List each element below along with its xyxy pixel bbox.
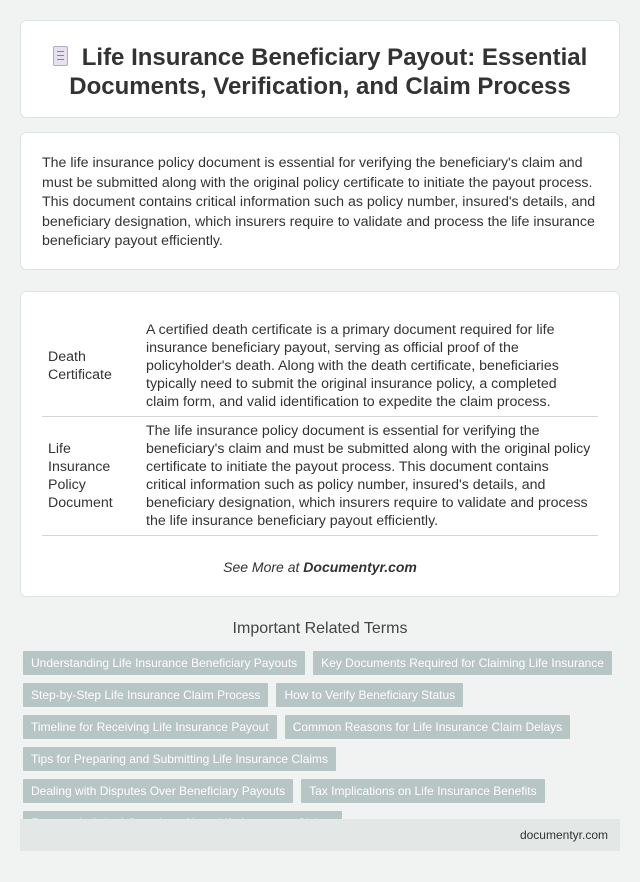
- related-terms-heading: Important Related Terms: [232, 620, 408, 637]
- table-row: [42, 316, 598, 417]
- related-term-tag[interactable]: Understanding Life Insurance Beneficiary Payouts: [23, 651, 305, 675]
- documents-table: [42, 316, 598, 536]
- row-description: A certified death certificate is a primary document required for life insurance beneficiary payout, serving as official proof of the policyholder's death. Along with the death certificate, beneficiaries typically need to submit the original insurance policy, a completed claim form, and valid identification to expedite the claim process.: [140, 316, 598, 417]
- title-card: [20, 20, 620, 118]
- document-icon: [53, 46, 68, 66]
- related-term-tag[interactable]: Timeline for Receiving Life Insurance Payout: [23, 715, 277, 739]
- related-term-tag[interactable]: Common Reasons for Life Insurance Claim Delays: [285, 715, 570, 739]
- see-more-prefix: See More at: [223, 559, 304, 575]
- see-more-link[interactable]: [21, 559, 619, 575]
- table-row: [42, 417, 598, 536]
- related-term-tag[interactable]: Tips for Preparing and Submitting Life Insurance Claims: [23, 747, 336, 771]
- row-label: Life Insurance Policy Document: [42, 417, 140, 536]
- intro-card: [20, 132, 620, 270]
- footer: [20, 819, 620, 851]
- page-title: [21, 43, 619, 101]
- related-term-tag[interactable]: Dealing with Disputes Over Beneficiary Payouts: [23, 779, 293, 803]
- page-title-text: Life Insurance Beneficiary Payout: Essential Documents, Verification, and Claim Process: [69, 44, 588, 100]
- see-more-site: Documentyr.com: [303, 559, 417, 575]
- related-term-tag[interactable]: Step-by-Step Life Insurance Claim Process: [23, 683, 268, 707]
- related-term-tag[interactable]: Key Documents Required for Claiming Life Insurance: [313, 651, 612, 675]
- related-terms-list: [23, 651, 621, 843]
- row-label: Death Certificate: [42, 316, 140, 417]
- related-term-tag[interactable]: How to Verify Beneficiary Status: [276, 683, 463, 707]
- row-description: The life insurance policy document is essential for verifying the beneficiary's claim and must be submitted along with the original policy certificate to initiate the payout process. This document contains critical information such as policy number, insured's details, and beneficiary designation, which insurers require to validate and process the life insurance beneficiary payout efficiently.: [140, 417, 598, 536]
- intro-paragraph: The life insurance policy document is essential for verifying the beneficiary's claim and must be submitted along with the original policy certificate to initiate the payout process. This document contains critical information such as policy number, insured's details, and beneficiary designation, which insurers require to validate and process the life insurance beneficiary payout efficiently.: [42, 155, 596, 249]
- documents-table-card: [20, 291, 620, 597]
- related-term-tag[interactable]: Tax Implications on Life Insurance Benefits: [301, 779, 544, 803]
- footer-site[interactable]: documentyr.com: [519, 828, 608, 842]
